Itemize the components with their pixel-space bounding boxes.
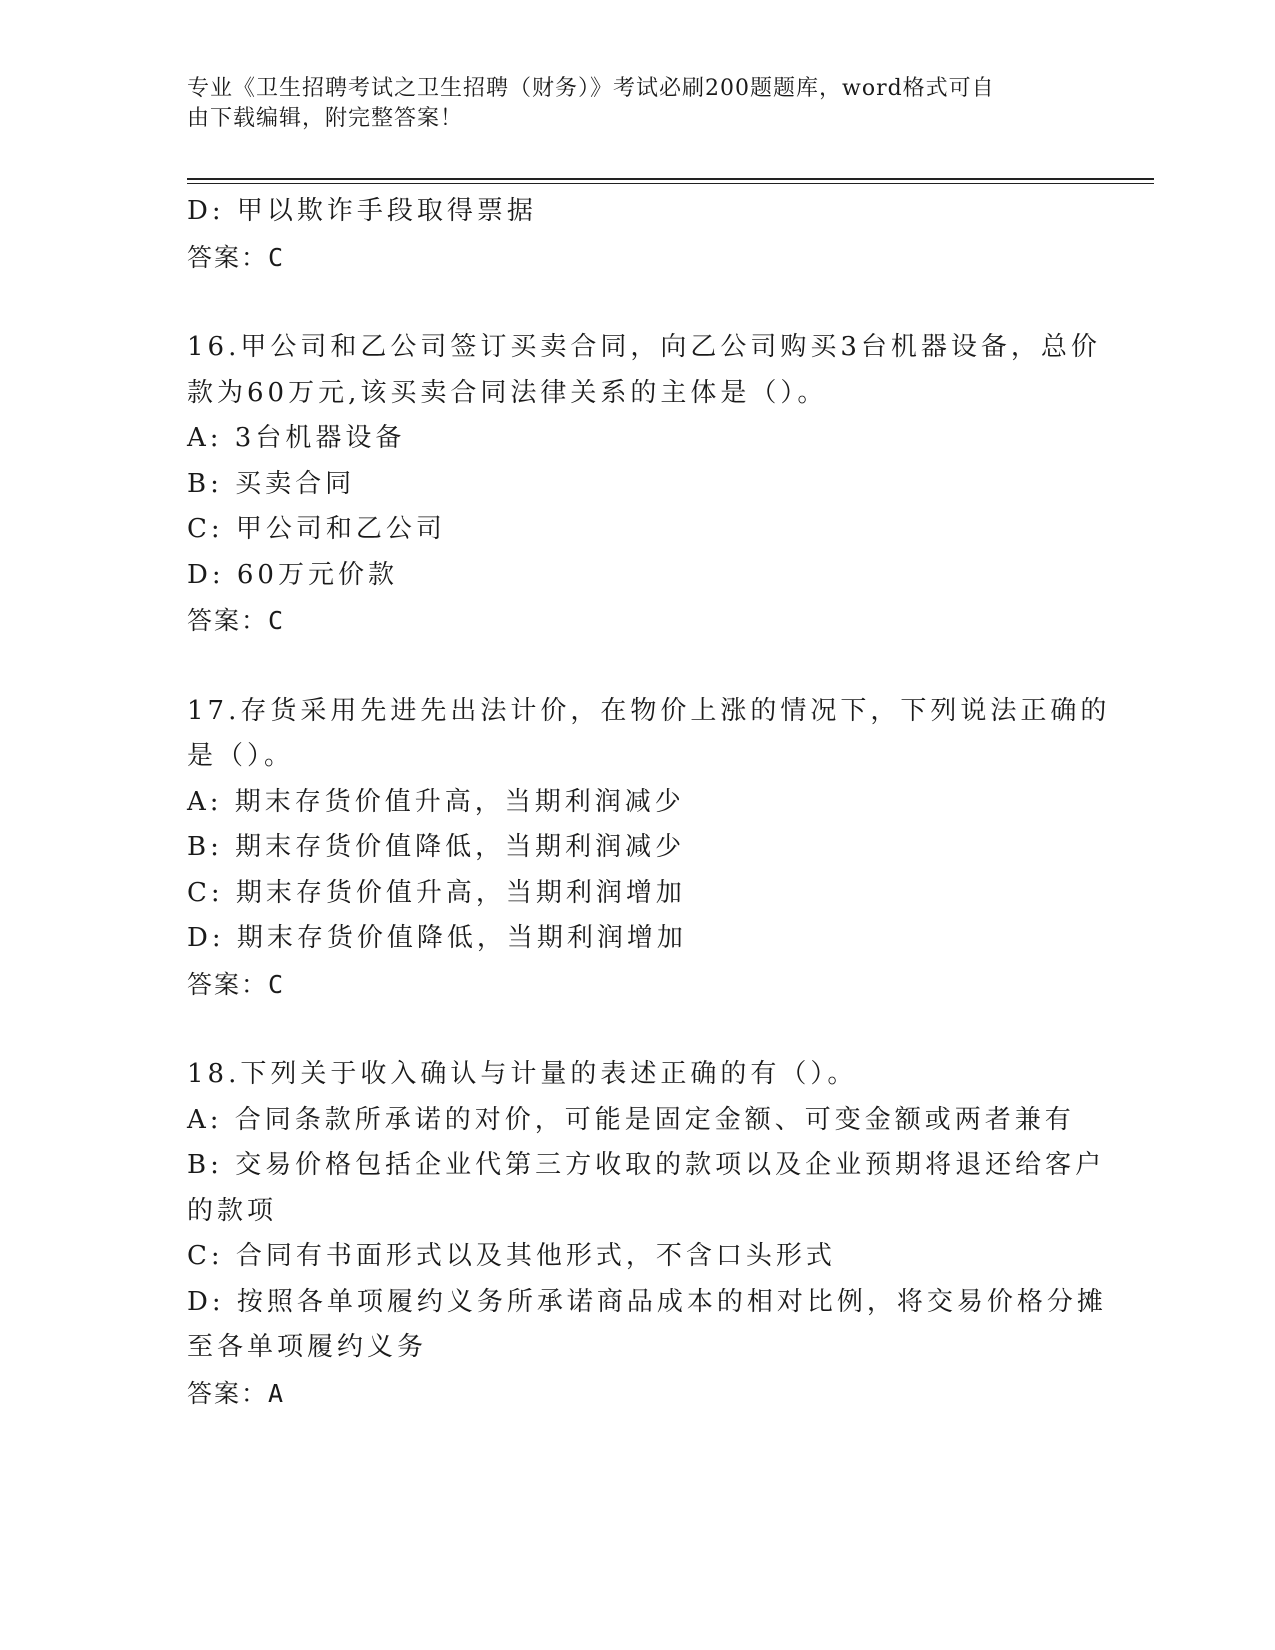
option-d-continued: 至各单项履约义务 (187, 1332, 428, 1362)
option-b: B: 买卖合同 (187, 468, 356, 499)
option-c: C: 合同有书面形式以及其他形式，不含口头形式 (187, 1241, 836, 1271)
option-d: D: 甲以欺诈手段取得票据 (187, 196, 537, 226)
option-a: A: 合同条款所承诺的对价，可能是固定金额、可变金额或两者兼有 (187, 1104, 1075, 1135)
option-d: D: 按照各单项履约义务所承诺商品成本的相对比例，将交易价格分摊 (187, 1286, 1107, 1317)
option-c: C: 甲公司和乙公司 (187, 514, 446, 544)
option-d: D: 60万元价款 (187, 559, 398, 590)
question-18 (187, 1052, 1107, 1416)
spacer (187, 1007, 1087, 1052)
answer-label: 答案： (187, 606, 269, 635)
question-16 (187, 325, 1101, 644)
option-b: B: 交易价格包括企业代第三方收取的款项以及企业预期将退还给客户 (187, 1150, 1106, 1180)
question-17 (187, 689, 1111, 1008)
question-stem: 是（）。 (187, 741, 295, 771)
answer-line (187, 962, 1087, 1008)
document-header (187, 74, 1067, 134)
spacer (187, 280, 1087, 325)
question-stem: 16.甲公司和乙公司签订买卖合同，向乙公司购买3台机器设备，总价 (187, 332, 1101, 362)
answer-label: 答案： (187, 242, 269, 272)
answer-value: A (268, 1378, 286, 1408)
answer-value: C (268, 242, 286, 272)
question-stem: 17.存货采用先进先出法计价，在物价上涨的情况下，下列说法正确的 (187, 695, 1111, 726)
answer-line (187, 1371, 1087, 1417)
option-d: D: 期末存货价值降低，当期利润增加 (187, 923, 687, 953)
header-line-2: 由下载编辑，附完整答案！ (187, 106, 464, 131)
header-line-1: 专业《卫生招聘考试之卫生招聘（财务）》考试必刷200题题库，word格式可自 (187, 76, 995, 101)
question-stem: 款为60万元,该买卖合同法律关系的主体是（）。 (187, 377, 828, 408)
option-b-continued: 的款项 (187, 1195, 278, 1226)
option-a: A: 3台机器设备 (187, 423, 406, 453)
option-b: B: 期末存货价值降低，当期利润减少 (187, 832, 686, 862)
header-divider-thin (187, 183, 1154, 184)
question-15-tail (187, 189, 1087, 280)
spacer (187, 644, 1087, 689)
answer-line (187, 598, 1087, 644)
answer-value: C (268, 969, 286, 999)
answer-label: 答案： (187, 969, 269, 999)
answer-label: 答案： (187, 1378, 269, 1408)
answer-line (187, 235, 1087, 281)
question-stem: 18.下列关于收入确认与计量的表述正确的有（）。 (187, 1059, 858, 1089)
document-body (187, 189, 1111, 1416)
option-c: C: 期末存货价值升高，当期利润增加 (187, 877, 686, 908)
answer-value: C (268, 606, 286, 635)
option-a: A: 期末存货价值升高，当期利润减少 (187, 786, 685, 817)
header-divider-thick (187, 178, 1154, 180)
